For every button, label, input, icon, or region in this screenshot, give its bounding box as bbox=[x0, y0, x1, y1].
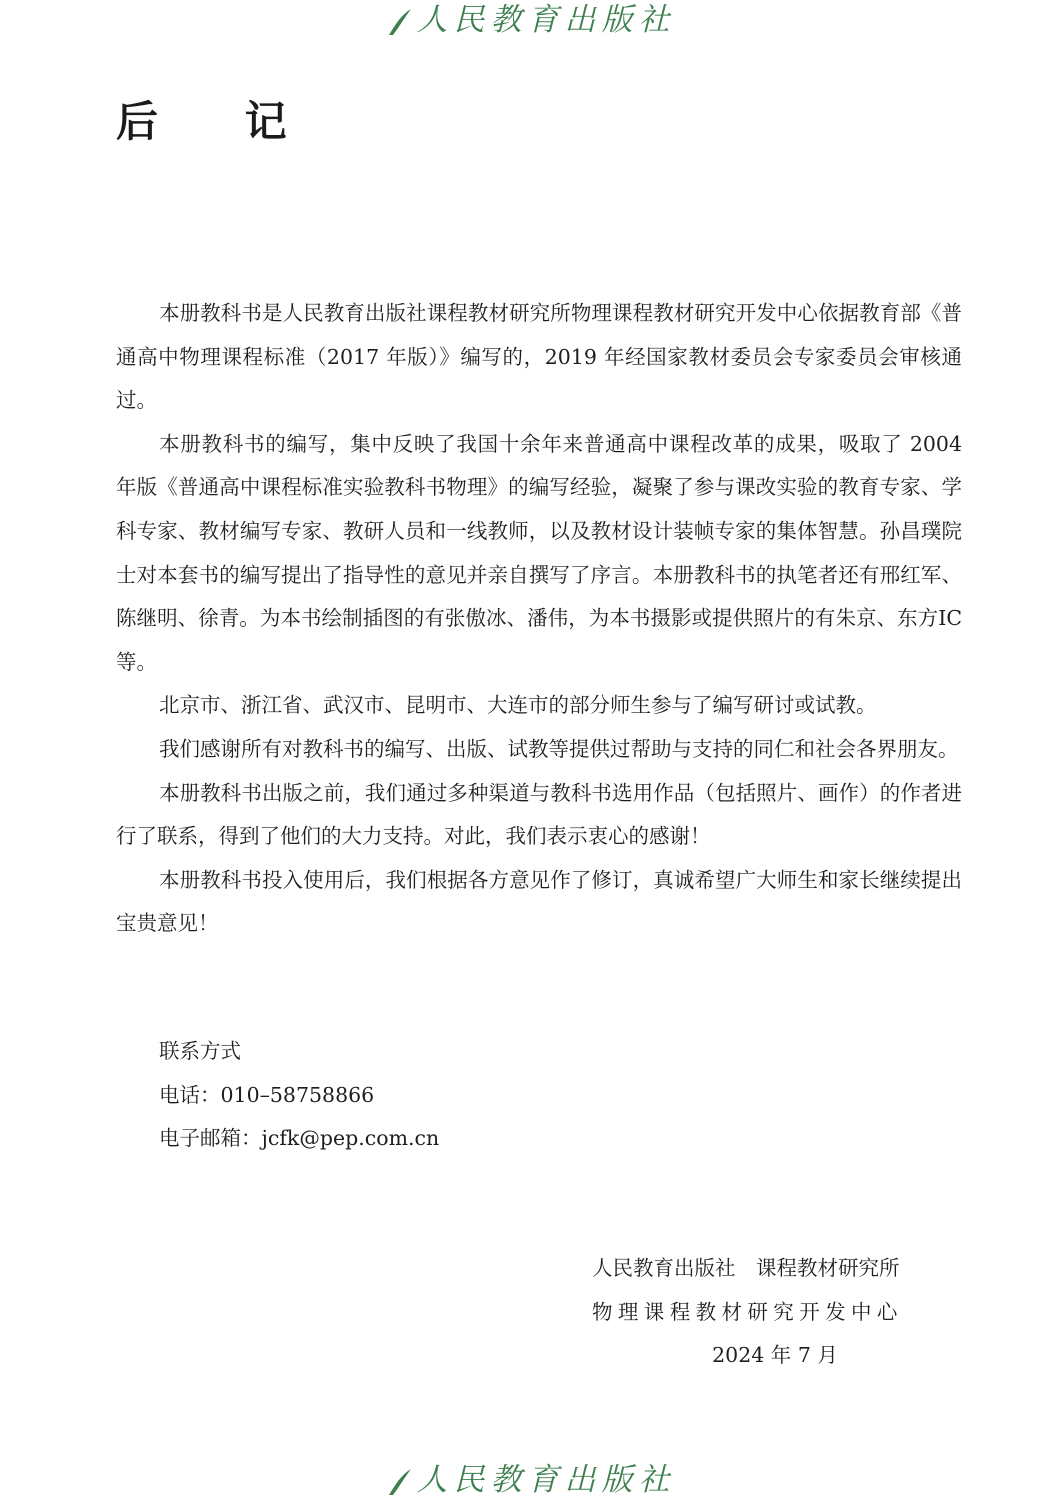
brand-swoosh-icon bbox=[387, 7, 415, 37]
page-title: 后 记 bbox=[116, 97, 323, 146]
signature-org-line2: 物理课程教材研究开发中心 bbox=[592, 1299, 903, 1324]
paragraph: 本册教科书是人民教育出版社课程教材研究所物理课程教材研究开发中心依据教育部《普通高中物理课程标准（2017 年版）》编写的，2019 年经国家教材委员会专家委员会审核通过。 bbox=[116, 301, 962, 413]
afterword-body bbox=[116, 292, 962, 946]
paragraph: 本册教科书的编写，集中反映了我国十余年来普通高中课程改革的成果，吸取了 2004 年版《普通高中课程标准实验教科书物理》的编写经验，凝聚了参与课改实验的教育专家、学科专家、教材编写专家、教研人员和一线教师，以及教材设计装帧专家的集体智慧。孙昌璞院士对本套书的编写提出了指导性的意见并亲自撰写了序言。本册教科书的执笔者还有邢红军、陈继明、徐青。为本书绘制插图的有张傲冰、潘伟，为本书摄影或提供照片的有朱京、东方IC等。 bbox=[116, 431, 962, 674]
contact-phone: 电话：010–58758866 bbox=[159, 1082, 375, 1107]
publisher-logo-top bbox=[0, 0, 1062, 40]
paragraph: 本册教科书投入使用后，我们根据各方意见作了修订，真诚希望广大师生和家长继续提出宝贵意见！ bbox=[116, 867, 962, 936]
brand-swoosh-icon bbox=[387, 1467, 415, 1497]
paragraph: 我们感谢所有对教科书的编写、出版、试教等提供过帮助与支持的同仁和社会各界朋友。 bbox=[159, 736, 959, 761]
publisher-logo-text: 人民教育出版社 bbox=[416, 1462, 676, 1498]
paragraph: 北京市、浙江省、武汉市、昆明市、大连市的部分师生参与了编写研讨或试教。 bbox=[159, 693, 877, 718]
contact-email: 电子邮箱：jcfk@pep.com.cn bbox=[159, 1126, 440, 1151]
paragraph: 本册教科书出版之前，我们通过多种渠道与教科书选用作品（包括照片、画作）的作者进行了联系，得到了他们的大力支持。对此，我们表示衷心的感谢！ bbox=[116, 780, 962, 849]
signature-date: 2024 年 7 月 bbox=[712, 1343, 838, 1368]
signature-org-line1: 人民教育出版社 课程教材研究所 bbox=[592, 1256, 900, 1280]
contact-heading: 联系方式 bbox=[159, 1039, 241, 1063]
publisher-logo-bottom bbox=[0, 1460, 1062, 1500]
publisher-logo-text: 人民教育出版社 bbox=[416, 2, 676, 38]
contact-block bbox=[159, 1030, 439, 1161]
signature-block bbox=[592, 1247, 918, 1378]
